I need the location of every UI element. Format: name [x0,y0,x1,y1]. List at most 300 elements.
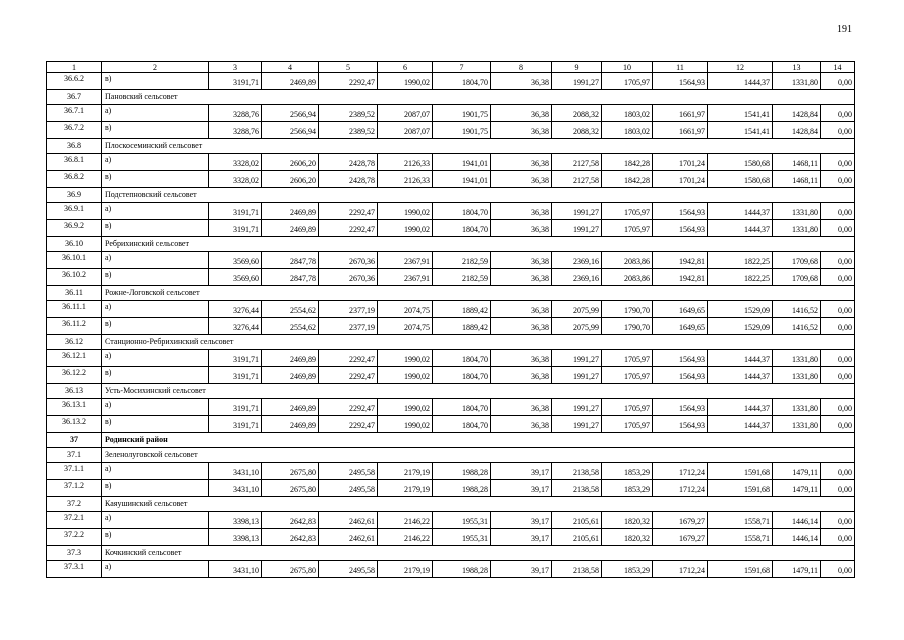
section-code: 36.8 [47,139,102,154]
section-row [47,497,855,512]
table-cell: 1705,97 [602,399,653,416]
table-cell: 0,00 [821,512,855,529]
table-cell: 0,00 [821,480,855,497]
table-cell: 3191,71 [209,73,262,90]
table-cell: 1580,68 [708,154,773,171]
table-cell: 2675,80 [262,561,319,578]
table-cell: 1468,11 [773,154,821,171]
section-name: Плоскосеминский сельсовет [102,139,855,154]
table-cell: 2138,58 [552,480,602,497]
table-cell: 2554,62 [262,301,319,318]
table-cell: 0,00 [821,301,855,318]
table-cell: 3569,60 [209,269,262,286]
section-name: Усть-Мосихинский сельсовет [102,384,855,399]
table-cell: 3191,71 [209,367,262,384]
table-cell: 36,38 [491,154,552,171]
column-header: 13 [773,62,821,73]
table-cell: 3276,44 [209,318,262,335]
table-cell: 1529,09 [708,318,773,335]
row-code: 37.2.2 [47,529,102,546]
table-cell: 2469,89 [262,399,319,416]
table-cell: 1529,09 [708,301,773,318]
section-row [47,188,855,203]
table-cell: 2367,91 [378,252,433,269]
table-cell: 0,00 [821,122,855,139]
table-cell: 0,00 [821,252,855,269]
section-code: 37.2 [47,497,102,512]
table-cell: 1991,27 [552,73,602,90]
row-variant: в) [102,318,209,335]
table-cell: 1991,27 [552,399,602,416]
table-cell: 1564,93 [653,399,708,416]
table-cell: 0,00 [821,561,855,578]
row-variant: а) [102,512,209,529]
table-cell: 1822,25 [708,269,773,286]
table-cell: 1942,81 [653,269,708,286]
table-cell: 1889,42 [433,301,491,318]
table-cell: 1679,27 [653,529,708,546]
table-cell: 1941,01 [433,171,491,188]
column-header: 11 [653,62,708,73]
row-code: 36.11.2 [47,318,102,335]
row-code: 36.11.1 [47,301,102,318]
table-cell: 1990,02 [378,220,433,237]
table-cell: 1444,37 [708,399,773,416]
section-name: Родинский район [102,433,855,448]
table-cell: 39,17 [491,561,552,578]
table-row [47,105,855,122]
table-cell: 0,00 [821,269,855,286]
table-cell: 1901,75 [433,122,491,139]
section-row [47,237,855,252]
section-name: Рожне-Логовской сельсовет [102,286,855,301]
table-cell: 1991,27 [552,367,602,384]
table-cell: 1446,14 [773,512,821,529]
section-code: 36.13 [47,384,102,399]
table-cell: 2389,52 [319,105,378,122]
row-variant: а) [102,105,209,122]
table-cell: 2087,07 [378,105,433,122]
row-code: 36.9.2 [47,220,102,237]
table-cell: 1991,27 [552,350,602,367]
table-cell: 3328,02 [209,154,262,171]
table-cell: 39,17 [491,480,552,497]
table-cell: 2083,86 [602,269,653,286]
section-row [47,433,855,448]
table-cell: 1591,68 [708,480,773,497]
table-cell: 2462,61 [319,512,378,529]
table-cell: 1990,02 [378,203,433,220]
table-cell: 1444,37 [708,350,773,367]
row-code: 37.2.1 [47,512,102,529]
header-row [47,62,855,73]
table-cell: 1709,68 [773,269,821,286]
table-cell: 1591,68 [708,561,773,578]
table-cell: 1331,80 [773,73,821,90]
table-body [47,62,855,578]
table-row [47,416,855,433]
section-name: Зеленолуговской сельсовет [102,448,855,463]
table-cell: 1990,02 [378,416,433,433]
section-code: 37.1 [47,448,102,463]
table-cell: 0,00 [821,73,855,90]
table-cell: 1705,97 [602,220,653,237]
table-cell: 1941,01 [433,154,491,171]
table-row [47,269,855,286]
table-cell: 3398,13 [209,529,262,546]
column-header: 9 [552,62,602,73]
row-code: 36.7.1 [47,105,102,122]
section-name: Каяушинский сельсовет [102,497,855,512]
table-cell: 2469,89 [262,220,319,237]
table-cell: 2179,19 [378,480,433,497]
column-header: 6 [378,62,433,73]
table-cell: 2469,89 [262,416,319,433]
column-header: 1 [47,62,102,73]
row-code: 36.6.2 [47,73,102,90]
row-code: 36.7.2 [47,122,102,139]
table-cell: 1990,02 [378,73,433,90]
table-cell: 1444,37 [708,220,773,237]
row-code: 36.9.1 [47,203,102,220]
table-cell: 36,38 [491,171,552,188]
table-cell: 1942,81 [653,252,708,269]
table-cell: 1479,11 [773,463,821,480]
row-variant: в) [102,529,209,546]
table-cell: 2105,61 [552,529,602,546]
table-cell: 1842,28 [602,171,653,188]
table-cell: 1564,93 [653,220,708,237]
table-cell: 2074,75 [378,301,433,318]
table-cell: 1842,28 [602,154,653,171]
tariff-table [46,61,855,578]
table-cell: 1991,27 [552,220,602,237]
section-row [47,448,855,463]
table-cell: 36,38 [491,367,552,384]
column-header: 12 [708,62,773,73]
row-variant: в) [102,480,209,497]
table-cell: 39,17 [491,512,552,529]
table-cell: 3191,71 [209,416,262,433]
table-cell: 1479,11 [773,480,821,497]
table-cell: 2389,52 [319,122,378,139]
table-cell: 1428,84 [773,122,821,139]
table-cell: 1804,70 [433,73,491,90]
table-cell: 3191,71 [209,350,262,367]
table-cell: 1820,32 [602,529,653,546]
table-cell: 2292,47 [319,350,378,367]
table-cell: 0,00 [821,367,855,384]
row-variant: в) [102,367,209,384]
table-cell: 0,00 [821,203,855,220]
table-cell: 39,17 [491,529,552,546]
table-cell: 1649,65 [653,318,708,335]
table-cell: 2670,36 [319,269,378,286]
table-cell: 2469,89 [262,73,319,90]
table-cell: 1649,65 [653,301,708,318]
table-cell: 36,38 [491,416,552,433]
table-cell: 2138,58 [552,463,602,480]
table-cell: 2075,99 [552,318,602,335]
table-cell: 3191,71 [209,220,262,237]
table-cell: 2292,47 [319,203,378,220]
table-cell: 36,38 [491,252,552,269]
column-header: 4 [262,62,319,73]
table-cell: 1679,27 [653,512,708,529]
section-row [47,384,855,399]
table-row [47,154,855,171]
table-cell: 2292,47 [319,220,378,237]
row-variant: а) [102,301,209,318]
table-cell: 2088,32 [552,122,602,139]
table-cell: 1416,52 [773,301,821,318]
table-cell: 2377,19 [319,301,378,318]
column-header: 14 [821,62,855,73]
table-cell: 1803,02 [602,105,653,122]
row-variant: в) [102,73,209,90]
table-cell: 1701,24 [653,154,708,171]
table-cell: 0,00 [821,416,855,433]
table-cell: 0,00 [821,399,855,416]
table-row [47,561,855,578]
section-name: Ребрихинский сельсовет [102,237,855,252]
table-cell: 1558,71 [708,512,773,529]
table-cell: 2292,47 [319,367,378,384]
table-cell: 2495,58 [319,561,378,578]
table-cell: 2182,59 [433,252,491,269]
table-cell: 2126,33 [378,171,433,188]
table-cell: 2675,80 [262,480,319,497]
table-cell: 36,38 [491,122,552,139]
table-cell: 2138,58 [552,561,602,578]
row-variant: а) [102,463,209,480]
table-cell: 3191,71 [209,203,262,220]
table-cell: 36,38 [491,220,552,237]
table-cell: 2462,61 [319,529,378,546]
table-cell: 2127,58 [552,154,602,171]
table-cell: 1709,68 [773,252,821,269]
table-cell: 1712,24 [653,463,708,480]
table-cell: 1444,37 [708,203,773,220]
table-cell: 1790,70 [602,318,653,335]
table-cell: 1990,02 [378,399,433,416]
table-cell: 1541,41 [708,105,773,122]
row-variant: а) [102,399,209,416]
table-cell: 0,00 [821,171,855,188]
table-row [47,529,855,546]
page-number: 191 [837,24,852,35]
table-row [47,318,855,335]
table-cell: 1331,80 [773,399,821,416]
table-cell: 3288,76 [209,122,262,139]
table-cell: 1853,29 [602,480,653,497]
section-code: 36.11 [47,286,102,301]
table-cell: 1564,93 [653,203,708,220]
table-cell: 1564,93 [653,416,708,433]
table-cell: 3569,60 [209,252,262,269]
table-cell: 2469,89 [262,203,319,220]
section-name: Кочкинский сельсовет [102,546,855,561]
table-cell: 2847,78 [262,269,319,286]
table-cell: 1705,97 [602,73,653,90]
row-code: 36.8.2 [47,171,102,188]
table-cell: 1558,71 [708,529,773,546]
table-cell: 1444,37 [708,73,773,90]
row-code: 36.12.1 [47,350,102,367]
table-cell: 1790,70 [602,301,653,318]
column-header: 2 [102,62,209,73]
table-cell: 1889,42 [433,318,491,335]
section-row [47,546,855,561]
table-cell: 1564,93 [653,73,708,90]
row-variant: а) [102,203,209,220]
table-cell: 1990,02 [378,367,433,384]
table-cell: 1468,11 [773,171,821,188]
table-cell: 1804,70 [433,203,491,220]
table-cell: 1331,80 [773,367,821,384]
table-cell: 36,38 [491,301,552,318]
column-header: 3 [209,62,262,73]
table-cell: 1444,37 [708,416,773,433]
table-cell: 1661,97 [653,105,708,122]
table-cell: 2554,62 [262,318,319,335]
column-header: 5 [319,62,378,73]
table-cell: 3431,10 [209,463,262,480]
row-variant: а) [102,350,209,367]
table-cell: 2179,19 [378,463,433,480]
table-cell: 2369,16 [552,269,602,286]
table-cell: 3328,02 [209,171,262,188]
row-variant: а) [102,154,209,171]
section-code: 37 [47,433,102,448]
table-cell: 2670,36 [319,252,378,269]
table-cell: 2127,58 [552,171,602,188]
table-cell: 2075,99 [552,301,602,318]
table-cell: 2292,47 [319,416,378,433]
table-cell: 0,00 [821,463,855,480]
table-row [47,399,855,416]
table-cell: 1416,52 [773,318,821,335]
table-cell: 1988,28 [433,463,491,480]
table-cell: 1991,27 [552,203,602,220]
table-row [47,203,855,220]
table-cell: 2566,94 [262,122,319,139]
table-cell: 1580,68 [708,171,773,188]
row-code: 37.1.2 [47,480,102,497]
table-cell: 2179,19 [378,561,433,578]
section-code: 36.9 [47,188,102,203]
section-name: Станционно-Ребрихинский сельсовет [102,335,855,350]
row-code: 36.10.2 [47,269,102,286]
table-cell: 1541,41 [708,122,773,139]
table-cell: 2146,22 [378,529,433,546]
table-cell: 36,38 [491,318,552,335]
row-variant: в) [102,269,209,286]
table-cell: 1955,31 [433,512,491,529]
section-code: 36.12 [47,335,102,350]
table-cell: 1428,84 [773,105,821,122]
table-cell: 36,38 [491,399,552,416]
table-cell: 1991,27 [552,416,602,433]
table-row [47,463,855,480]
table-row [47,171,855,188]
table-cell: 1820,32 [602,512,653,529]
table-cell: 1712,24 [653,480,708,497]
table-cell: 1990,02 [378,350,433,367]
row-variant: в) [102,220,209,237]
section-name: Подстепновский сельсовет [102,188,855,203]
table-cell: 2087,07 [378,122,433,139]
table-cell: 2642,83 [262,529,319,546]
table-cell: 2469,89 [262,350,319,367]
table-cell: 2642,83 [262,512,319,529]
row-code: 36.10.1 [47,252,102,269]
table-cell: 1701,24 [653,171,708,188]
section-name: Пановский сельсовет [102,90,855,105]
table-cell: 1804,70 [433,220,491,237]
table-cell: 2377,19 [319,318,378,335]
table-cell: 3276,44 [209,301,262,318]
table-cell: 0,00 [821,154,855,171]
row-variant: в) [102,122,209,139]
table-cell: 2088,32 [552,105,602,122]
table-row [47,122,855,139]
table-cell: 2182,59 [433,269,491,286]
table-cell: 2495,58 [319,480,378,497]
table-cell: 0,00 [821,350,855,367]
table-cell: 2428,78 [319,154,378,171]
table-cell: 1804,70 [433,399,491,416]
row-code: 36.8.1 [47,154,102,171]
table-cell: 1564,93 [653,367,708,384]
table-cell: 1822,25 [708,252,773,269]
section-code: 37.3 [47,546,102,561]
table-cell: 0,00 [821,529,855,546]
table-cell: 1804,70 [433,367,491,384]
table-cell: 1591,68 [708,463,773,480]
table-cell: 36,38 [491,350,552,367]
column-header: 7 [433,62,491,73]
table-cell: 2292,47 [319,73,378,90]
table-cell: 3191,71 [209,399,262,416]
table-cell: 2566,94 [262,105,319,122]
table-cell: 1331,80 [773,350,821,367]
table-cell: 39,17 [491,463,552,480]
table-row [47,367,855,384]
table-cell: 1564,93 [653,350,708,367]
row-code: 37.1.1 [47,463,102,480]
table-cell: 1804,70 [433,416,491,433]
table-cell: 2495,58 [319,463,378,480]
table-cell: 1331,80 [773,203,821,220]
table-cell: 2074,75 [378,318,433,335]
table-cell: 2847,78 [262,252,319,269]
table-cell: 1804,70 [433,350,491,367]
row-variant: а) [102,561,209,578]
table-cell: 2675,80 [262,463,319,480]
table-cell: 2083,86 [602,252,653,269]
table-cell: 1705,97 [602,367,653,384]
table-row [47,512,855,529]
table-cell: 0,00 [821,105,855,122]
table-cell: 2105,61 [552,512,602,529]
row-variant: в) [102,171,209,188]
table-cell: 1705,97 [602,350,653,367]
table-cell: 1446,14 [773,529,821,546]
table-row [47,480,855,497]
row-variant: а) [102,252,209,269]
section-code: 36.7 [47,90,102,105]
